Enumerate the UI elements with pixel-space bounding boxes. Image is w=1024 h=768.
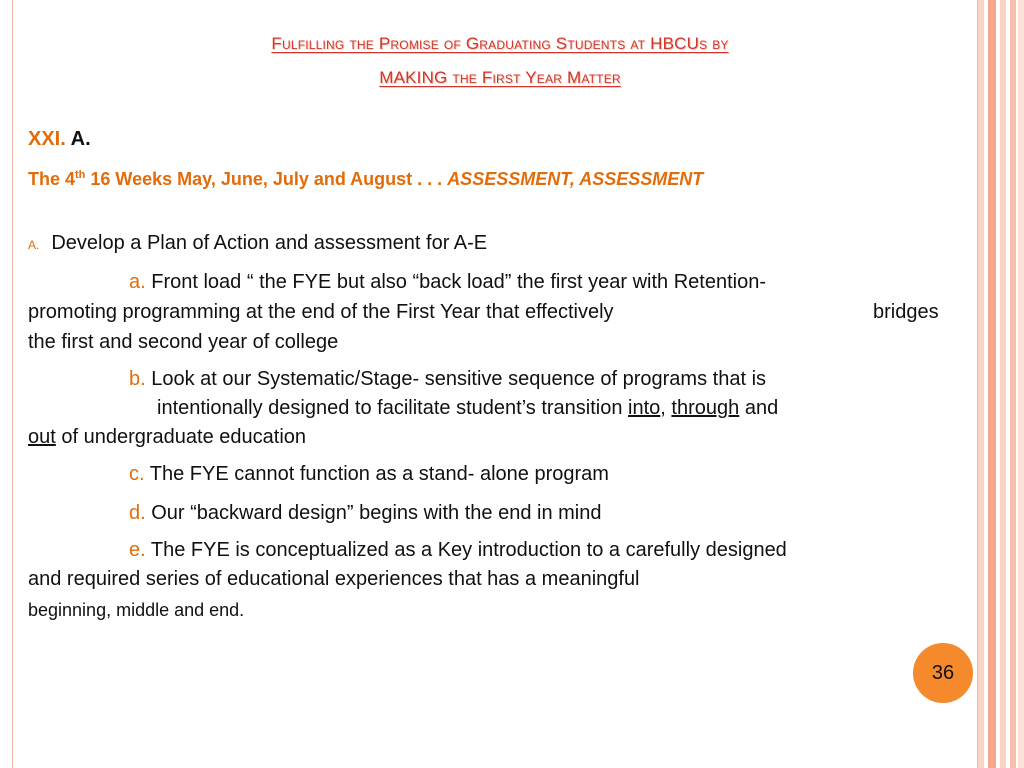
sub-item-a-line-2: promoting programming at the end of the First Year that effectively [28, 301, 614, 323]
sub-item-b-text-1: Look at our Systematic/Stage- sensitive sequence of programs that is [151, 368, 767, 390]
sub-item-a-text-1: Front load “ the FYE but also “back load” the first year with Retention- [151, 271, 766, 293]
sub-item-b-and: and [744, 397, 779, 419]
underlined-into: into [628, 397, 661, 419]
sub-item-b-line-1 [129, 368, 766, 391]
subtitle-middle: 16 Weeks May, June, July and August . . . [85, 169, 448, 189]
subtitle [28, 169, 703, 190]
sub-item-c-text: The FYE cannot function as a stand- alone program [149, 463, 609, 485]
subtitle-emphasis: ASSESSMENT, ASSESSMENT [447, 169, 704, 189]
item-a-marker: A. [28, 238, 40, 252]
slide-title-line-2: MAKING the First Year Matter [379, 68, 621, 87]
sub-item-b-text-3: of undergraduate education [61, 426, 307, 448]
section-heading [28, 128, 91, 151]
sub-item-c [129, 463, 609, 486]
sub-item-a-line-1 [129, 271, 766, 294]
sub-item-d-text: Our “backward design” begins with the end in mind [151, 502, 602, 524]
sub-item-a-line-2-end: bridges [873, 301, 939, 323]
sub-item-e-marker: e. [129, 539, 146, 561]
sub-item-e-line-2: and required series of educational experiences that has a meaningful [28, 568, 640, 590]
sub-item-d-marker: d. [129, 502, 146, 524]
sub-item-b-line-3 [28, 426, 306, 449]
sub-item-e-text-1: The FYE is conceptualized as a Key introduction to a carefully designed [150, 539, 787, 561]
subtitle-superscript: th [75, 169, 86, 181]
sub-item-a-marker: a. [129, 271, 146, 293]
page-number-badge: 36 [913, 643, 973, 703]
sub-item-b-text-2: intentionally designed to facilitate student’s transition [157, 397, 629, 419]
section-letter: A. [70, 128, 91, 150]
sub-item-b-line-2 [157, 397, 778, 420]
sub-item-b-marker: b. [129, 368, 146, 390]
section-number: XXI. [28, 128, 66, 150]
sub-item-c-marker: c. [129, 463, 145, 485]
sub-item-e-line-3: beginning, middle and end. [28, 600, 245, 620]
decorative-side-stripes [978, 0, 1024, 768]
item-a-text: Develop a Plan of Action and assessment for A-E [51, 232, 488, 254]
sub-item-e-line-1 [129, 539, 787, 562]
sub-item-d [129, 502, 601, 525]
sub-item-b-comma: , [660, 397, 666, 419]
underlined-out: out [28, 426, 56, 448]
item-a [28, 232, 487, 255]
slide-title-line-1: Fulfilling the Promise of Graduating Students at HBCUs by [271, 34, 729, 53]
subtitle-prefix: The 4 [28, 169, 76, 189]
underlined-through: through [671, 397, 740, 419]
sub-item-a-line-3: the first and second year of college [28, 331, 339, 353]
